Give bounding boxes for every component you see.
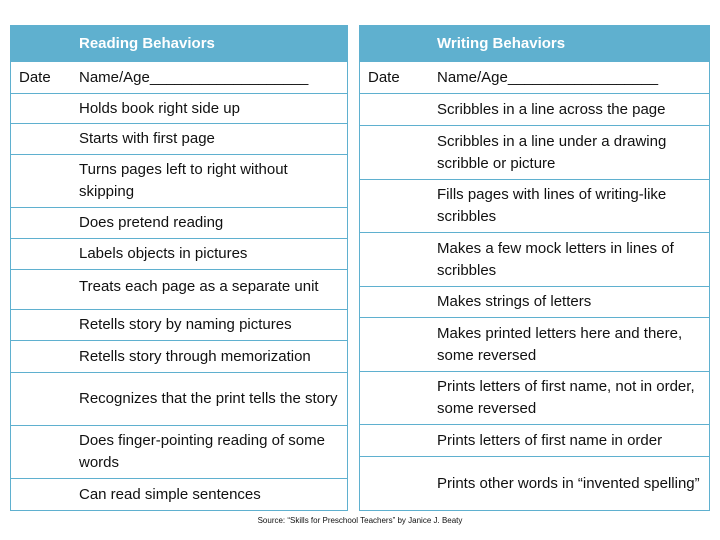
writing-date-name-row — [360, 61, 709, 93]
reading-behaviors-table — [10, 25, 348, 511]
reading-item-row — [11, 372, 347, 425]
reading-item-text: Turns pages left to right without skipping — [79, 161, 288, 200]
writing-item-text: Makes strings of letters — [437, 293, 592, 310]
reading-item-row — [11, 238, 347, 269]
writing-behaviors-table — [359, 25, 710, 511]
reading-item-text: Can read simple sentences — [79, 485, 261, 503]
reading-item-row — [11, 207, 347, 238]
writing-date-label: Date — [368, 69, 400, 86]
writing-item-row — [360, 93, 709, 125]
writing-item-text: Prints other words in “invented spelling” — [437, 474, 700, 492]
reading-item-text: Labels objects in pictures — [79, 245, 248, 262]
reading-item-row — [11, 425, 347, 478]
reading-item-text: Holds book right side up — [79, 99, 240, 117]
writing-item-row — [360, 456, 709, 510]
writing-item-text: Makes a few mock letters in lines of scribbles — [437, 239, 674, 279]
writing-item-row — [360, 317, 709, 371]
writing-item-text: Scribbles in a line across the page — [437, 100, 666, 118]
reading-item-text: Starts with first page — [79, 130, 215, 147]
reading-item-row — [11, 478, 347, 510]
reading-item-row — [11, 309, 347, 340]
writing-item-text: Fills pages with lines of writing-like scribbles — [437, 186, 667, 225]
reading-name-age-field[interactable]: Name/Age___________________ — [79, 68, 309, 86]
reading-item-text: Does pretend reading — [79, 214, 224, 231]
reading-header-row — [11, 26, 347, 61]
reading-item-text: Retells story by naming pictures — [79, 316, 292, 333]
reading-item-row — [11, 154, 347, 207]
reading-date-name-row — [11, 61, 347, 93]
reading-item-row — [11, 340, 347, 372]
writing-header-row — [360, 26, 709, 61]
source-citation: Source: “Skills for Preschool Teachers” by Janice J. Beaty — [257, 516, 463, 525]
writing-item-text: Prints letters of first name in order — [437, 431, 663, 449]
reading-date-label: Date — [19, 69, 51, 86]
reading-item-row — [11, 269, 347, 309]
reading-item-text: Recognizes that the print tells the story — [79, 390, 338, 407]
reading-header: Reading Behaviors — [79, 34, 215, 52]
reading-item-text: Treats each page as a separate unit — [79, 278, 319, 295]
reading-item-row — [11, 123, 347, 154]
writing-header: Writing Behaviors — [437, 34, 566, 52]
writing-item-row — [360, 424, 709, 456]
writing-item-text: Makes printed letters here and there, some reversed — [437, 324, 683, 364]
writing-item-text: Scribbles in a line under a drawing scribble or picture — [437, 132, 667, 172]
writing-item-row — [360, 179, 709, 232]
reading-item-text: Retells story through memorization — [79, 347, 311, 365]
writing-item-row — [360, 286, 709, 317]
reading-item-text: Does finger-pointing reading of some words — [79, 432, 325, 471]
reading-item-row — [11, 93, 347, 123]
writing-item-row — [360, 232, 709, 286]
writing-item-row — [360, 371, 709, 424]
writing-item-row — [360, 125, 709, 179]
writing-item-text: Prints letters of first name, not in order, some reversed — [437, 378, 695, 417]
writing-name-age-field[interactable]: Name/Age__________________ — [437, 68, 659, 86]
